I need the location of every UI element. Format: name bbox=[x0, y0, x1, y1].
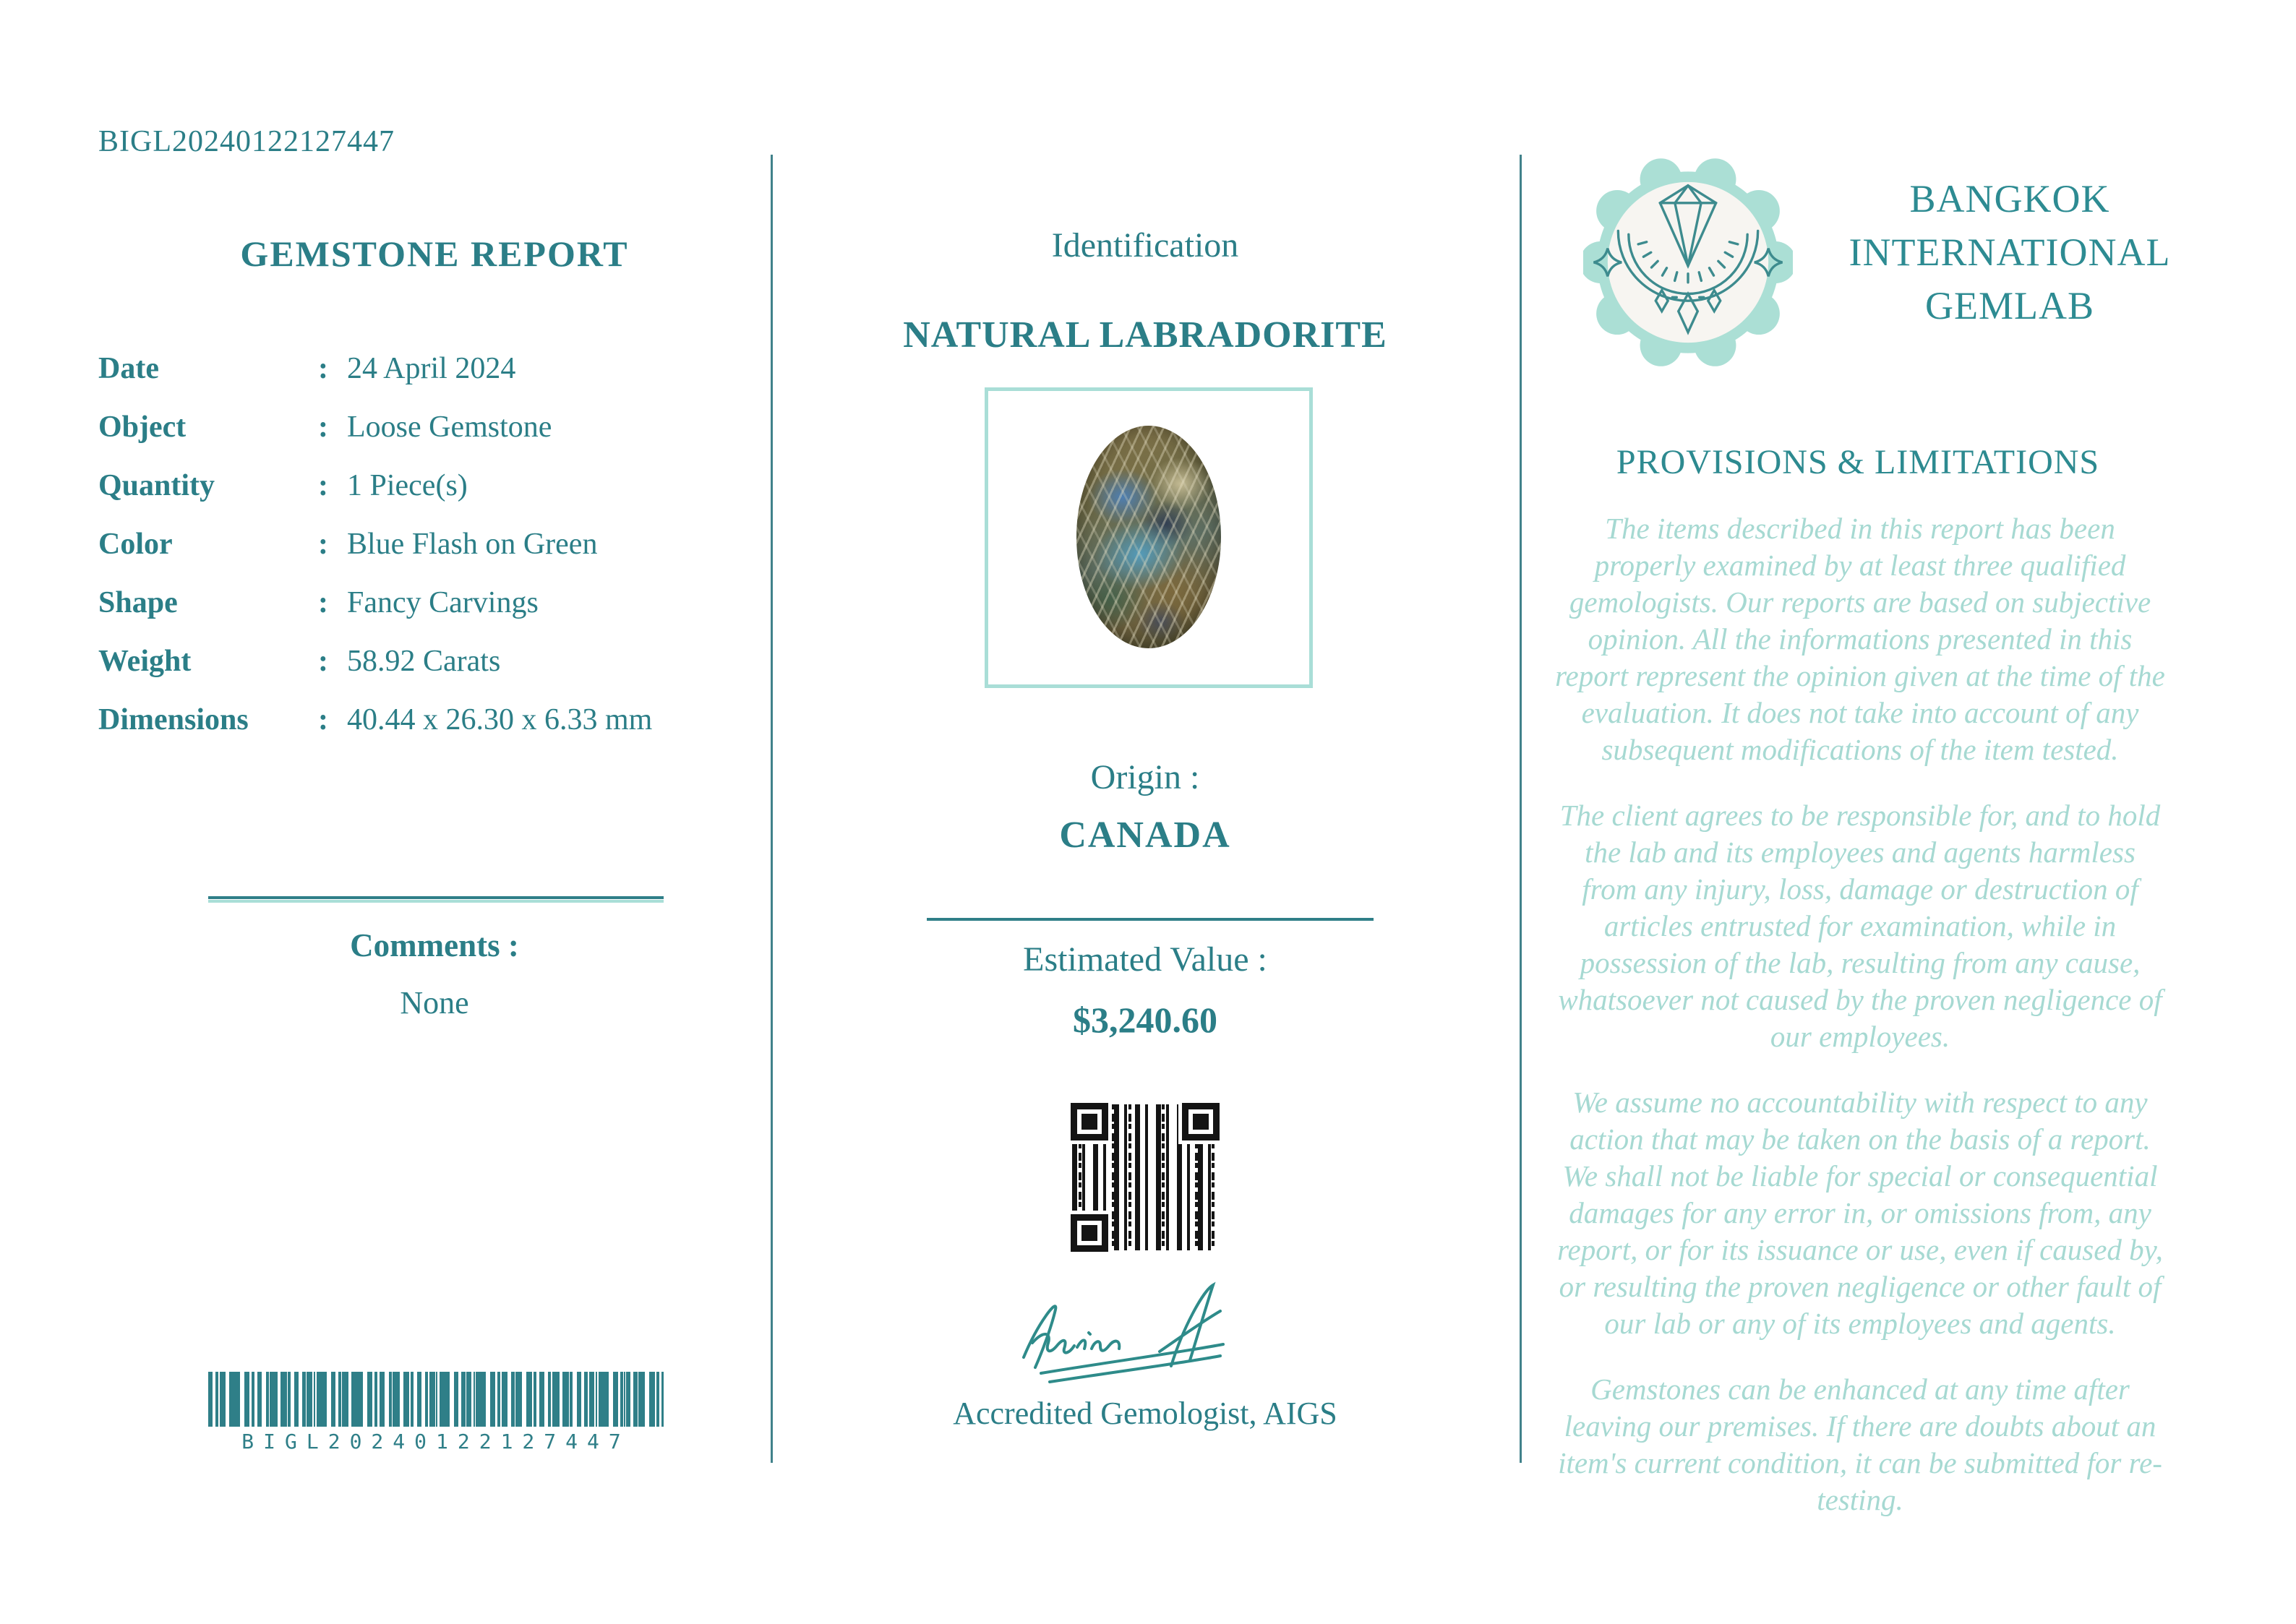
provisions-paragraph: The client agrees to be responsible for, and to hold the lab and its employees and agents harmless from any injury, loss, damage or destruction of articles entrusted for examination, while in possession of the lab, resulting from any cause, whatsoever not caused by the proven negligence of our employees. bbox=[1558, 799, 2162, 1053]
field-label: Date bbox=[98, 352, 159, 385]
field-value: 40.44 x 26.30 x 6.33 mm bbox=[347, 703, 653, 736]
field-row-object bbox=[98, 410, 771, 444]
gemlab-badge-icon bbox=[1583, 158, 1793, 367]
signature-image bbox=[1001, 1273, 1290, 1396]
lab-logo bbox=[1583, 158, 1793, 367]
column-divider-right bbox=[1520, 155, 1522, 1463]
field-colon: : bbox=[318, 645, 328, 678]
qr-finder-icon bbox=[1182, 1103, 1220, 1140]
barcode-image bbox=[208, 1372, 664, 1427]
field-colon: : bbox=[318, 703, 328, 736]
field-colon: : bbox=[318, 586, 328, 619]
field-row-shape bbox=[98, 585, 771, 620]
field-value: Fancy Carvings bbox=[347, 586, 539, 619]
field-label: Object bbox=[98, 411, 187, 444]
qr-finder-icon bbox=[1071, 1214, 1108, 1252]
barcode-text: BIGL20240122127447 bbox=[241, 1430, 630, 1453]
field-value: Loose Gemstone bbox=[347, 411, 552, 444]
field-colon: : bbox=[318, 528, 328, 561]
origin-value: CANADA bbox=[1059, 815, 1231, 856]
field-row-dimensions bbox=[98, 703, 771, 737]
provisions-paragraph: Gemstones can be enhanced at any time after leaving our premises. If there are doubts about an item's current condition, it can be submitted for re-testing. bbox=[1558, 1372, 2162, 1516]
qr-code bbox=[1069, 1101, 1221, 1253]
provisions-text bbox=[1554, 510, 2166, 1547]
estimated-value-label: Estimated Value : bbox=[1023, 940, 1267, 979]
field-colon: : bbox=[318, 411, 328, 444]
identification-heading: Identification bbox=[1051, 226, 1239, 265]
field-colon: : bbox=[318, 469, 328, 502]
field-row-date bbox=[98, 351, 771, 386]
comments-label: Comments : bbox=[350, 927, 519, 963]
lab-name-line: BANGKOK bbox=[1909, 177, 2110, 220]
field-colon: : bbox=[318, 352, 328, 385]
field-value: 24 April 2024 bbox=[347, 352, 516, 385]
field-row-color bbox=[98, 527, 771, 562]
field-row-quantity bbox=[98, 468, 771, 503]
field-value: Blue Flash on Green bbox=[347, 528, 598, 561]
field-label: Shape bbox=[98, 586, 178, 619]
field-label: Color bbox=[98, 528, 173, 561]
lab-name-line: GEMLAB bbox=[1925, 284, 2094, 327]
report-title: GEMSTONE REPORT bbox=[240, 233, 629, 274]
field-row-weight bbox=[98, 644, 771, 679]
report-fields bbox=[98, 351, 771, 761]
provisions-heading: PROVISIONS & LIMITATIONS bbox=[1616, 443, 2100, 481]
estimated-value-amount: $3,240.60 bbox=[1073, 1000, 1217, 1040]
origin-label: Origin : bbox=[1090, 758, 1200, 796]
gem-name: NATURAL LABRADORITE bbox=[903, 314, 1387, 356]
gemologist-title: Accredited Gemologist, AIGS bbox=[953, 1396, 1337, 1431]
gem-photo bbox=[1076, 426, 1221, 648]
gem-photo-frame bbox=[985, 387, 1313, 688]
provisions-paragraph: We assume no accountability with respect to any action that may be taken on the basis of a report. We shall not be liable for special or consequential damages for any error in, or omissions from, any report, or for its issuance or use, even if caused by, or resulting the proven negligence or other fault of our lab or any of its employees and agents. bbox=[1557, 1086, 2163, 1340]
qr-finder-icon bbox=[1071, 1103, 1108, 1140]
field-label: Weight bbox=[98, 645, 192, 678]
comments-value: None bbox=[400, 985, 469, 1021]
gemologist-signature bbox=[1001, 1273, 1290, 1396]
lab-name bbox=[1807, 172, 2212, 332]
comments-divider bbox=[208, 896, 664, 899]
field-label: Dimensions bbox=[98, 703, 249, 736]
field-value: 1 Piece(s) bbox=[347, 469, 468, 502]
field-label: Quantity bbox=[98, 469, 215, 502]
provisions-paragraph: The items described in this report has been properly examined by at least three qualified gemologists. Our reports are based on subjective opinion. All the informations presented in this report represent the opinion given at the time of the evaluation. It does not take into account of any subsequent modifications of the item tested. bbox=[1555, 512, 2165, 766]
field-value: 58.92 Carats bbox=[347, 645, 501, 678]
value-divider bbox=[927, 918, 1374, 921]
report-number: BIGL20240122127447 bbox=[98, 125, 395, 158]
lab-name-line: INTERNATIONAL bbox=[1849, 231, 2171, 274]
